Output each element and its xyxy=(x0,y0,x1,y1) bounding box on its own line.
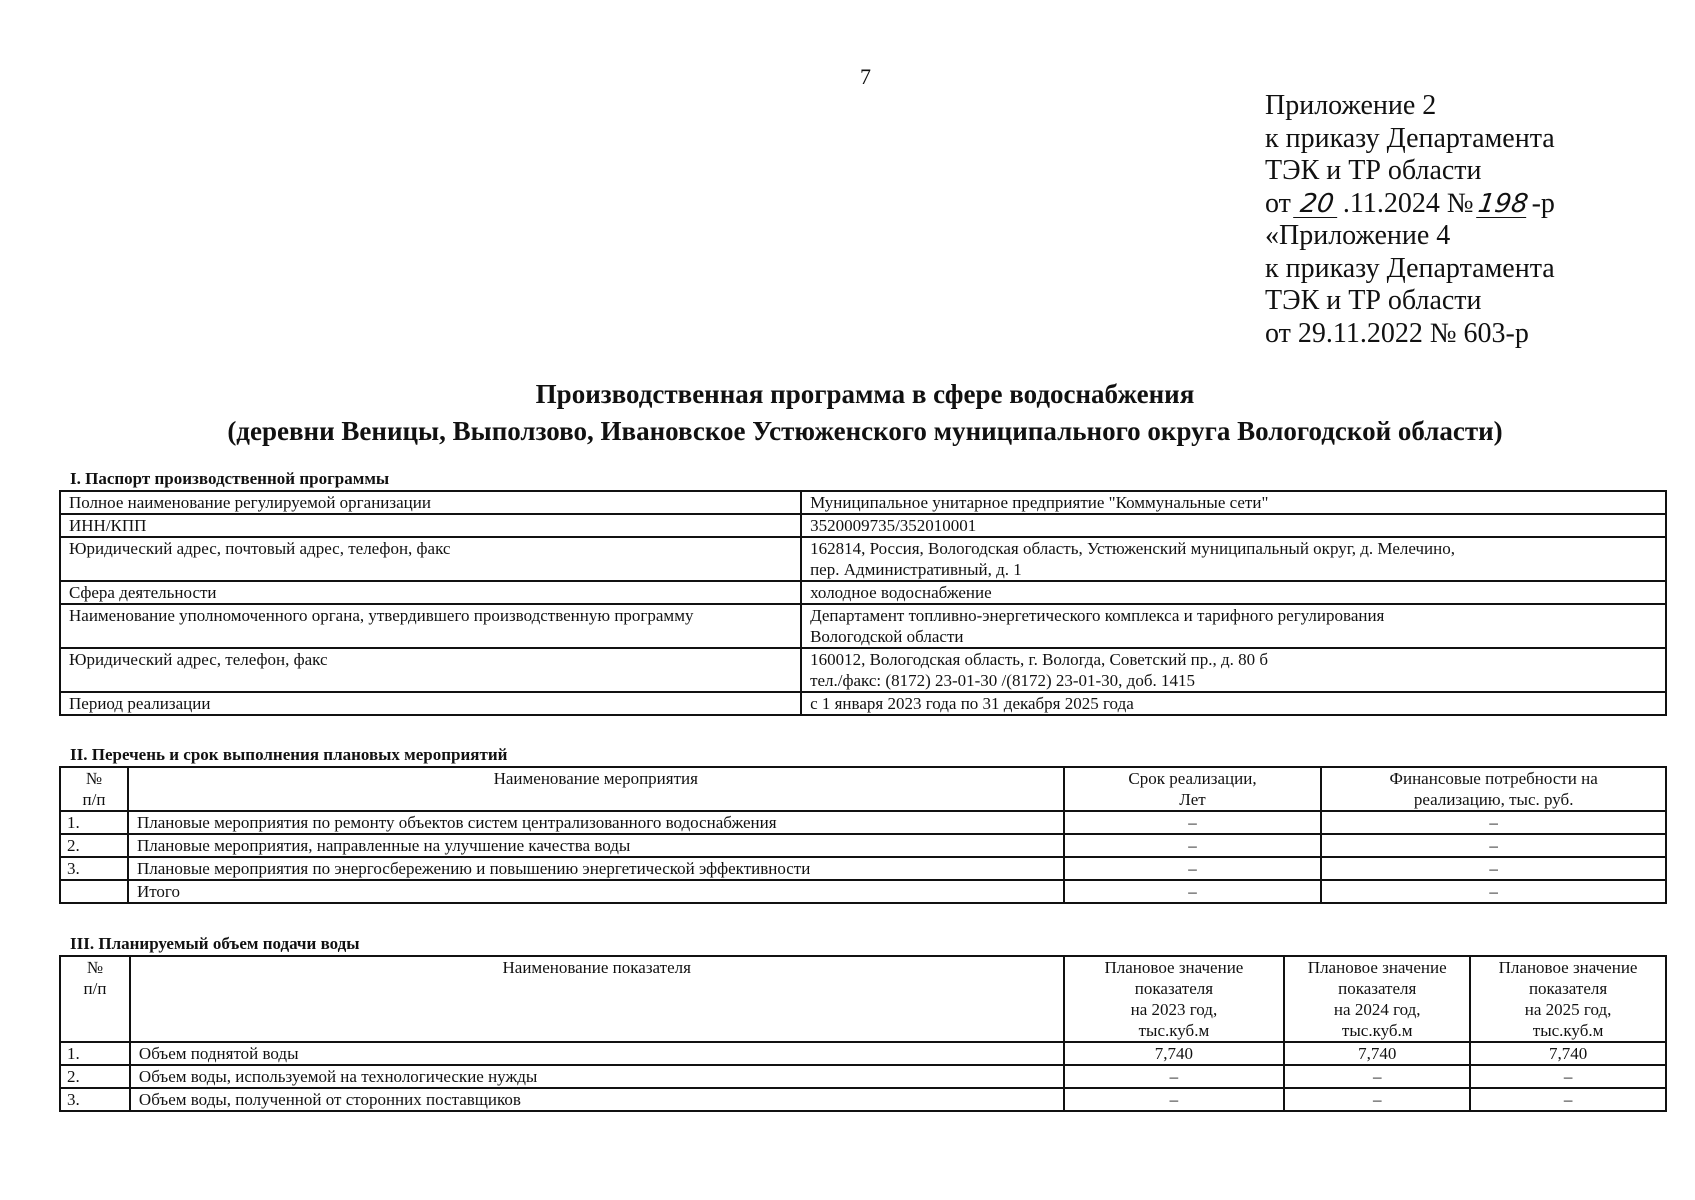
passport-table xyxy=(59,490,1667,716)
measure-num: 3. xyxy=(60,857,128,880)
measure-num: 1. xyxy=(60,811,128,834)
volume-2023: 7,740 xyxy=(1064,1042,1285,1065)
volume-num: 1. xyxy=(60,1042,130,1065)
measure-num: 2. xyxy=(60,834,128,857)
appendix-line-7: ТЭК и ТР области xyxy=(1265,285,1482,316)
measure-row xyxy=(60,811,1666,834)
measure-term: – xyxy=(1064,811,1322,834)
measures-table xyxy=(59,766,1667,904)
header-term: Срок реализации, Лет xyxy=(1064,767,1322,811)
passport-value xyxy=(801,604,1666,648)
measure-num xyxy=(60,880,128,903)
measure-name: Плановые мероприятия по ремонту объектов систем централизованного водоснабжения xyxy=(128,811,1064,834)
header-measure-name: Наименование мероприятия xyxy=(128,767,1064,811)
appendix-line-2: к приказу Департамента xyxy=(1265,122,1555,154)
measure-name: Плановые мероприятия, направленные на улучшение качества воды xyxy=(128,834,1064,857)
appendix-date-prefix: от xyxy=(1265,187,1291,219)
volume-2023: – xyxy=(1064,1065,1285,1088)
measure-row xyxy=(60,834,1666,857)
passport-value xyxy=(801,537,1666,581)
passport-value-line: холодное водоснабжение xyxy=(810,583,992,602)
passport-value xyxy=(801,491,1666,514)
measure-row xyxy=(60,857,1666,880)
passport-value-line-2: Вологодской области xyxy=(810,627,964,646)
measure-name: Итого xyxy=(128,880,1064,903)
passport-row xyxy=(60,604,1666,648)
appendix-line-8: от 29.11.2022 № 603-р xyxy=(1265,317,1529,349)
passport-label: ИНН/КПП xyxy=(60,514,801,537)
section3-heading: III. Планируемый объем подачи воды xyxy=(70,934,360,953)
volume-2024: – xyxy=(1284,1065,1470,1088)
handwritten-order-number: 198 xyxy=(1475,188,1530,219)
volume-row xyxy=(60,1088,1666,1111)
volume-name: Объем воды, используемой на технологические нужды xyxy=(130,1065,1064,1088)
volume-num: 3. xyxy=(60,1088,130,1111)
volume-num: 2. xyxy=(60,1065,130,1088)
volume-2024: – xyxy=(1284,1088,1470,1111)
page-number: 7 xyxy=(860,64,871,89)
appendix-date-suffix: -р xyxy=(1531,187,1555,219)
header-plan-2024: Плановое значение показателя на 2024 год, тыс.куб.м xyxy=(1284,956,1470,1042)
measure-finance: – xyxy=(1321,880,1666,903)
measure-name: Плановые мероприятия по энергосбережению и повышению энергетической эффективности xyxy=(128,857,1064,880)
passport-row xyxy=(60,692,1666,715)
volume-row xyxy=(60,1065,1666,1088)
volume-2025: 7,740 xyxy=(1470,1042,1666,1065)
passport-value xyxy=(801,581,1666,604)
passport-label: Юридический адрес, почтовый адрес, телефон, факс xyxy=(60,537,801,581)
document-title xyxy=(0,376,1695,450)
header-plan-2023: Плановое значение показателя на 2023 год, тыс.куб.м xyxy=(1064,956,1285,1042)
passport-value-line: 3520009735/352010001 xyxy=(810,516,977,535)
passport-value-line-2: тел./факс: (8172) 23-01-30 /(8172) 23-01-30, доб. 1415 xyxy=(810,671,1195,690)
header-plan-2025: Плановое значение показателя на 2025 год, тыс.куб.м xyxy=(1470,956,1666,1042)
passport-value-line: 160012, Вологодская область, г. Вологда, Советский пр., д. 80 б xyxy=(810,650,1269,669)
header-num: № п/п xyxy=(60,956,130,1042)
appendix-date-middle: .11.2024 № xyxy=(1342,187,1474,219)
measure-term: – xyxy=(1064,880,1322,903)
appendix-block xyxy=(1265,90,1555,350)
passport-value-line: Департамент топливно-энергетического комплекса и тарифного регулирования xyxy=(810,606,1385,625)
section2-heading: II. Перечень и срок выполнения плановых мероприятий xyxy=(70,745,508,764)
measure-finance: – xyxy=(1321,857,1666,880)
passport-row xyxy=(60,491,1666,514)
passport-value-line: Муниципальное унитарное предприятие "Коммунальные сети" xyxy=(810,493,1269,512)
section1-heading: I. Паспорт производственной программы xyxy=(70,469,390,488)
passport-value-line-2: пер. Административный, д. 1 xyxy=(810,560,1022,579)
appendix-line-5: «Приложение 4 xyxy=(1265,220,1451,251)
passport-label: Сфера деятельности xyxy=(60,581,801,604)
header-finance: Финансовые потребности на реализацию, тыс. руб. xyxy=(1321,767,1666,811)
passport-value xyxy=(801,692,1666,715)
appendix-line-1: Приложение 2 xyxy=(1265,90,1437,121)
volume-2025: – xyxy=(1470,1065,1666,1088)
passport-label: Период реализации xyxy=(60,692,801,715)
passport-row xyxy=(60,581,1666,604)
passport-label: Юридический адрес, телефон, факс xyxy=(60,648,801,692)
appendix-line-3: ТЭК и ТР области xyxy=(1265,155,1482,186)
volume-name: Объем поднятой воды xyxy=(130,1042,1064,1065)
title-line-1: Производственная программа в сфере водоснабжения xyxy=(535,379,1195,409)
passport-label: Наименование уполномоченного органа, утвердившего производственную программу xyxy=(60,604,801,648)
title-line-2: (деревни Веницы, Выползово, Ивановское Устюженского муниципального округа Вологодской области) xyxy=(227,416,1503,446)
passport-row xyxy=(60,537,1666,581)
measure-term: – xyxy=(1064,834,1322,857)
volume-2023: – xyxy=(1064,1088,1285,1111)
volume-name: Объем воды, полученной от сторонних поставщиков xyxy=(130,1088,1064,1111)
volume-row xyxy=(60,1042,1666,1065)
header-indicator-name: Наименование показателя xyxy=(130,956,1064,1042)
passport-label: Полное наименование регулируемой организации xyxy=(60,491,801,514)
measure-row xyxy=(60,880,1666,903)
passport-value-line: 162814, Россия, Вологодская область, Устюженский муниципальный округ, д. Мелечино, xyxy=(810,539,1455,558)
measure-term: – xyxy=(1064,857,1322,880)
passport-row xyxy=(60,648,1666,692)
header-num: № п/п xyxy=(60,767,128,811)
appendix-line-4 xyxy=(1265,188,1555,221)
measure-finance: – xyxy=(1321,811,1666,834)
volume-header-row xyxy=(60,956,1666,1042)
water-volume-table xyxy=(59,955,1667,1112)
volume-2024: 7,740 xyxy=(1284,1042,1470,1065)
passport-value xyxy=(801,648,1666,692)
appendix-line-6: к приказу Департамента xyxy=(1265,252,1555,284)
passport-row xyxy=(60,514,1666,537)
volume-2025: – xyxy=(1470,1088,1666,1111)
measure-finance: – xyxy=(1321,834,1666,857)
handwritten-day: 20 xyxy=(1293,191,1341,218)
passport-value-line: с 1 января 2023 года по 31 декабря 2025 года xyxy=(810,694,1134,713)
passport-value xyxy=(801,514,1666,537)
measures-header-row xyxy=(60,767,1666,811)
